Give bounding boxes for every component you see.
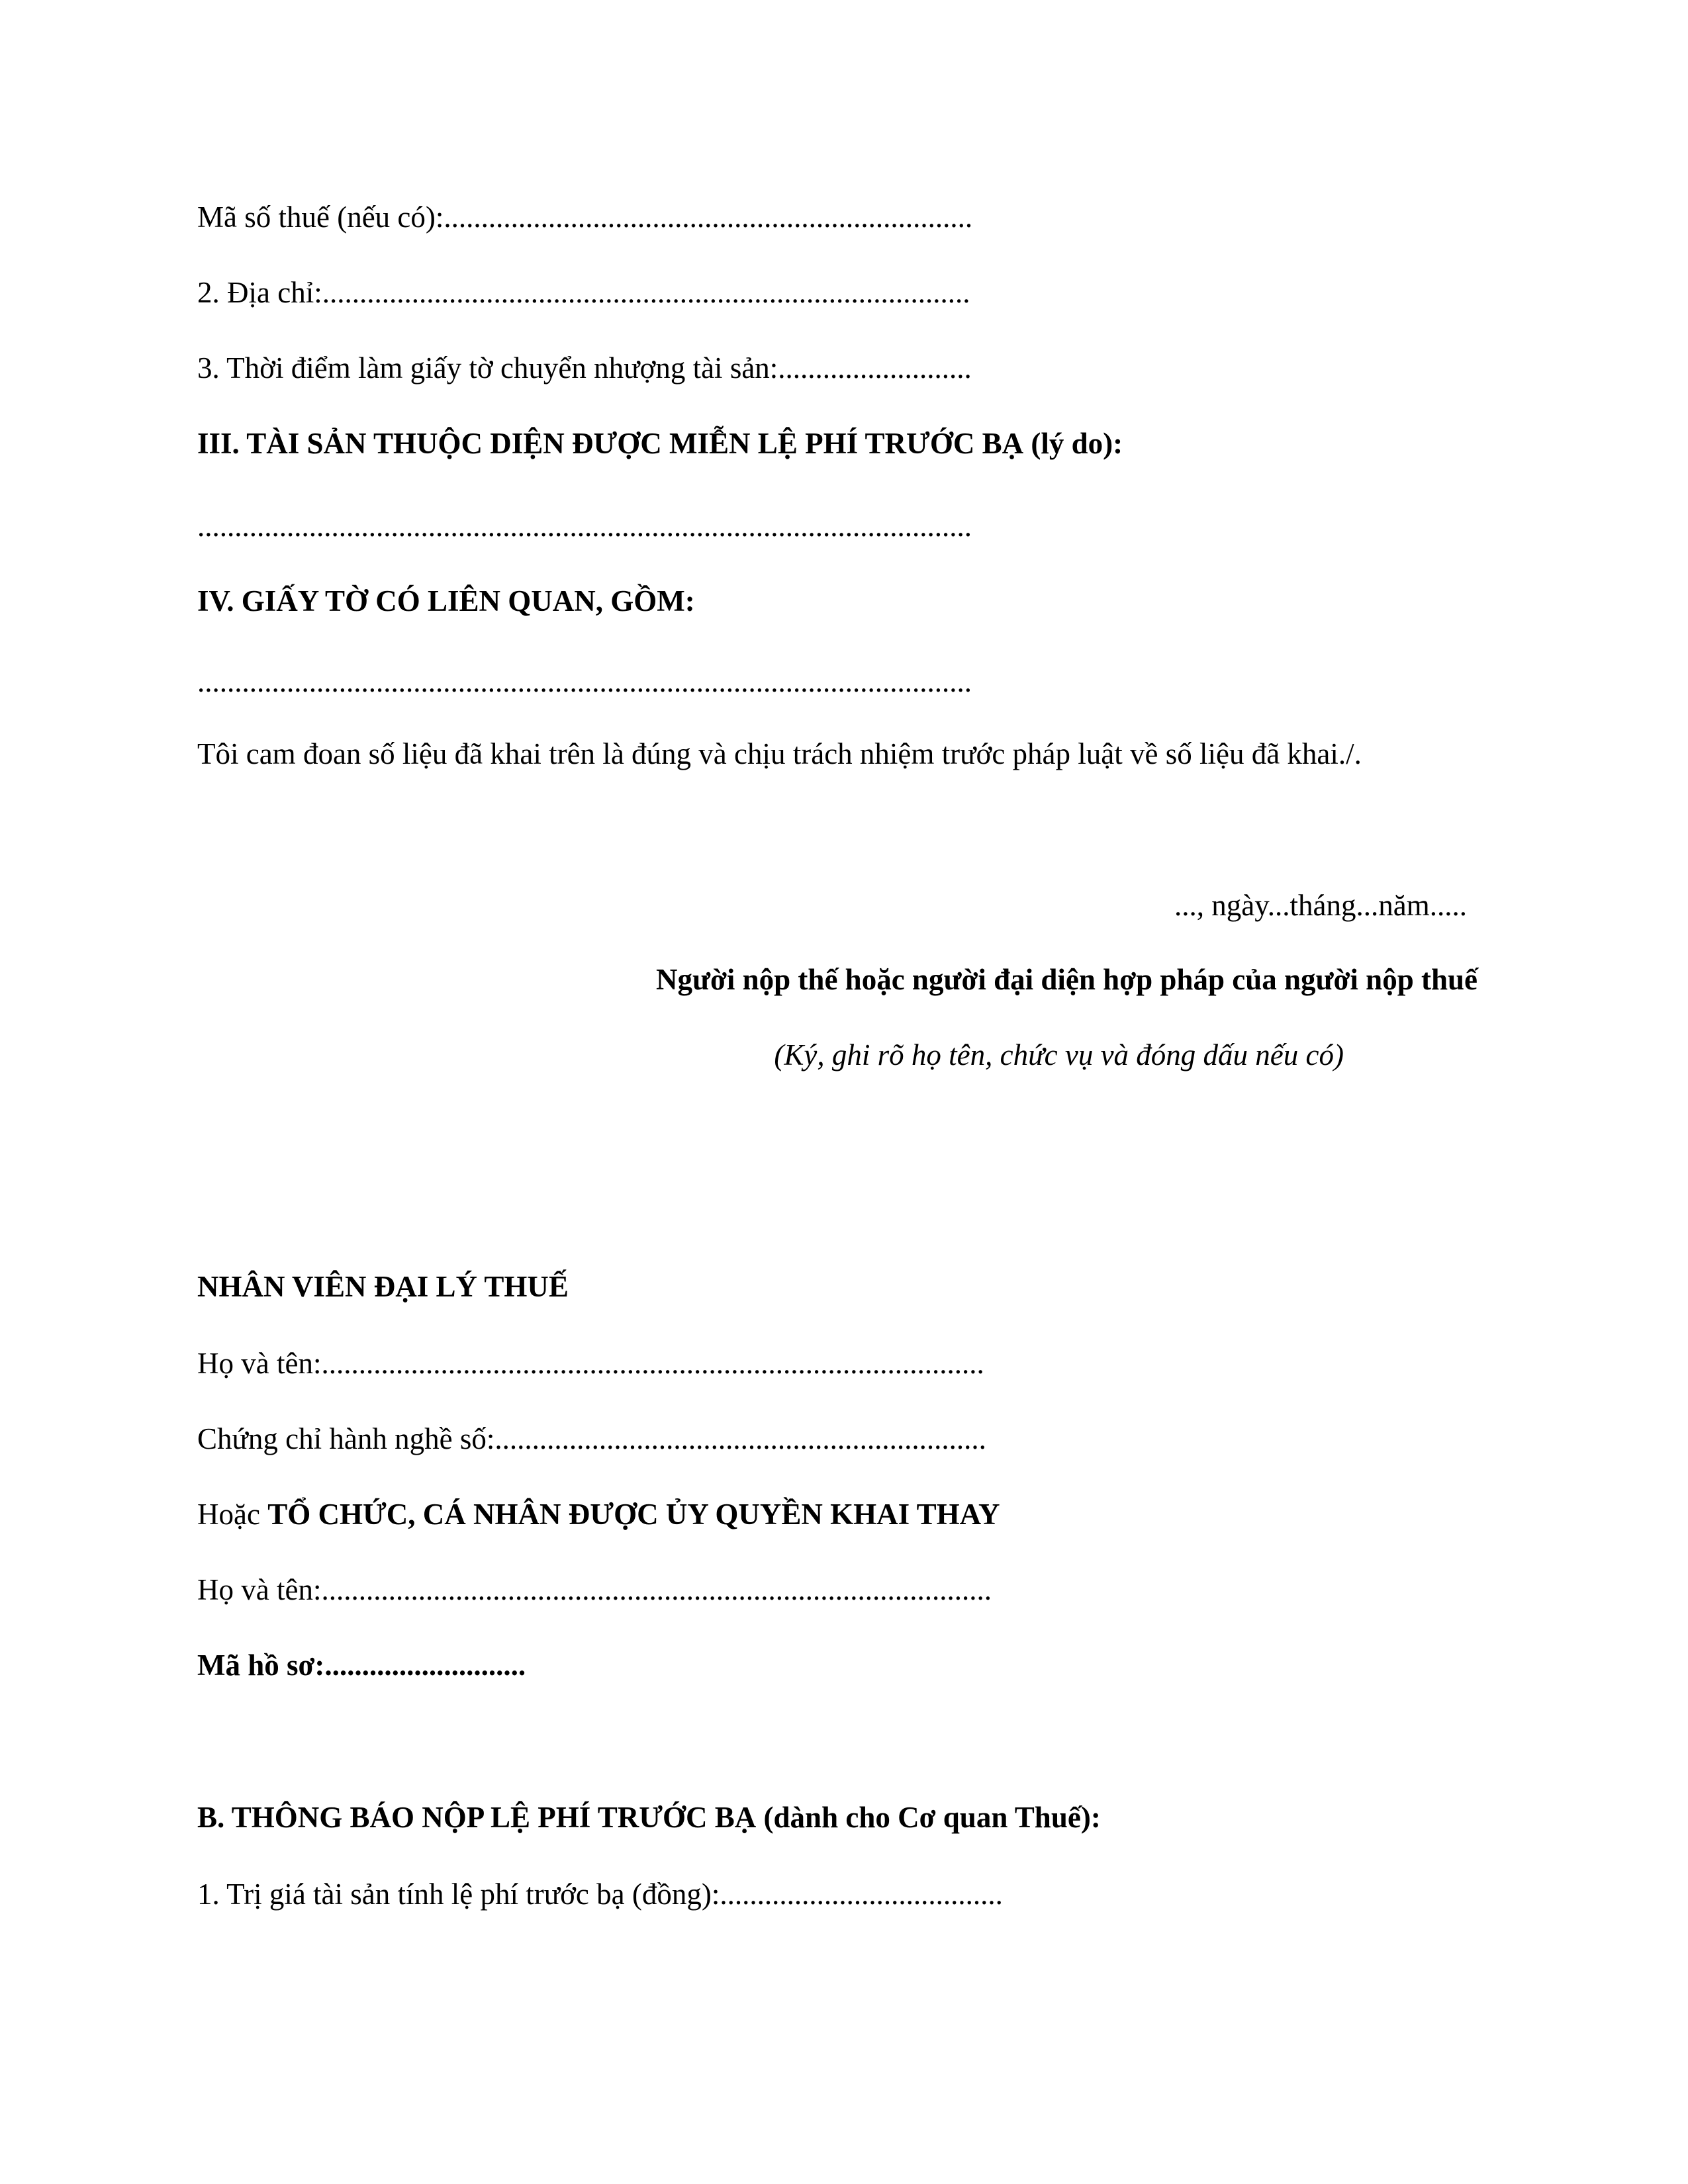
tax-agent-certificate: Chứng chỉ hành nghề số:.................................................................. (197, 1422, 986, 1455)
section-iii-heading: III. TÀI SẢN THUỘC DIỆN ĐƯỢC MIỄN LỆ PHÍ TRƯỚC BẠ (lý do): (197, 427, 1123, 460)
address-line: 2. Địa chỉ:....................................................................................... (197, 276, 970, 309)
authorized-heading: TỔ CHỨC, CÁ NHÂN ĐƯỢC ỦY QUYỀN KHAI THAY (267, 1498, 1000, 1531)
signature-title: Người nộp thế hoặc người đại diện hợp pháp của người nộp thuế (655, 963, 1477, 996)
authorized-prefix: Hoặc (197, 1498, 268, 1531)
file-code: Mã hồ sơ:........................... (197, 1649, 526, 1682)
tax-agent-heading: NHÂN VIÊN ĐẠI LÝ THUẾ (197, 1270, 569, 1303)
signature-note: (Ký, ghi rõ họ tên, chức vụ và đóng dấu nếu có) (774, 1038, 1344, 1071)
section-iii-field: ........................................................................................................ (197, 510, 972, 543)
authorized-name: Họ và tên:.......................................................................................... (197, 1573, 992, 1606)
authorized-heading-line (197, 1496, 1000, 1533)
section-b-heading: B. THÔNG BÁO NỘP LỆ PHÍ TRƯỚC BẠ (dành cho Cơ quan Thuế): (197, 1801, 1101, 1834)
section-b-item-1: 1. Trị giá tài sản tính lệ phí trước bạ (đồng):...................................... (197, 1878, 1003, 1911)
signature-date: ..., ngày...tháng...năm..... (1174, 889, 1467, 922)
section-iv-field: ........................................................................................................ (197, 665, 972, 698)
tax-agent-name: Họ và tên:......................................................................................... (197, 1347, 984, 1380)
transfer-time-line: 3. Thời điểm làm giấy tờ chuyển nhượng tài sản:.......................... (197, 351, 972, 385)
tax-code-line: Mã số thuế (nếu có):....................................................................... (197, 201, 973, 234)
declaration-text: Tôi cam đoan số liệu đã khai trên là đúng và chịu trách nhiệm trước pháp luật về số liệu đã khai./. (197, 737, 1362, 770)
section-iv-heading: IV. GIẤY TỜ CÓ LIÊN QUAN, GỒM: (197, 584, 695, 617)
